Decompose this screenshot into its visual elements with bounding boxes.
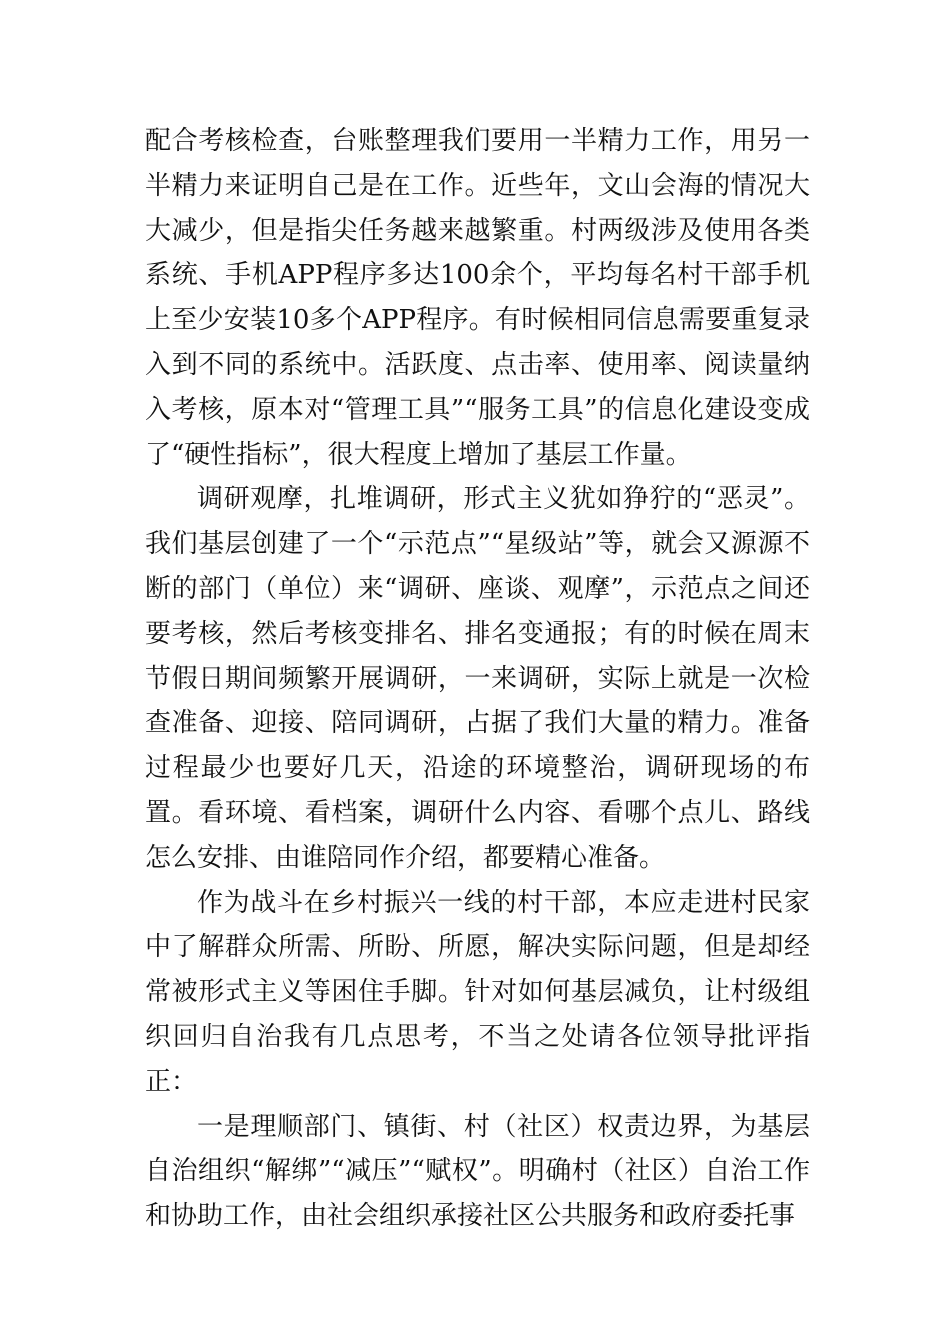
paragraph-2: 调研观摩，扎堆调研，形式主义犹如狰狞的“恶灵”。我们基层创建了一个“示范点”“星级站”等，就会又源源不断的部门（单位）来“调研、座谈、观摩”，示范点之间还要考核，然后考核变排名、排名变通报；有的时候在周末节假日期间频繁开展调研，一来调研，实际上就是一次检查准备、迎接、陪同调研，占据了我们大量的精力。准备过程最少也要好几天，沿途的环境整治，调研现场的布置。看环境、看档案，调研什么内容、看哪个点儿、路线怎么安排、由谁陪同作介绍，都要精心准备。 <box>145 484 810 873</box>
paragraph-3: 作为战斗在乡村振兴一线的村干部，本应走进村民家中了解群众所需、所盼、所愿，解决实际问题，但是却经常被形式主义等困住手脚。针对如何基层减负，让村级组织回归自治我有几点思考，不当之处请各位领导批评指正： <box>145 887 810 1097</box>
paragraph-4: 一是理顺部门、镇街、村（社区）权责边界，为基层自治组织“解绑”“减压”“赋权”。明确村（社区）自治工作和协助工作，由社会组织承接社区公共服务和政府委托事 <box>145 1111 810 1232</box>
paragraph-1: 配合考核检查，台账整理我们要用一半精力工作，用另一半精力来证明自己是在工作。近些年，文山会海的情况大大减少，但是指尖任务越来越繁重。村两级涉及使用各类系统、手机APP程序多达100余个，平均每名村干部手机上至少安装10多个APP程序。有时候相同信息需要重复录入到不同的系统中。活跃度、点击率、使用率、阅读量纳入考核，原本对“管理工具”“服务工具”的信息化建设变成了“硬性指标”，很大程度上增加了基层工作量。 <box>145 126 810 470</box>
document-body <box>145 119 810 1239</box>
